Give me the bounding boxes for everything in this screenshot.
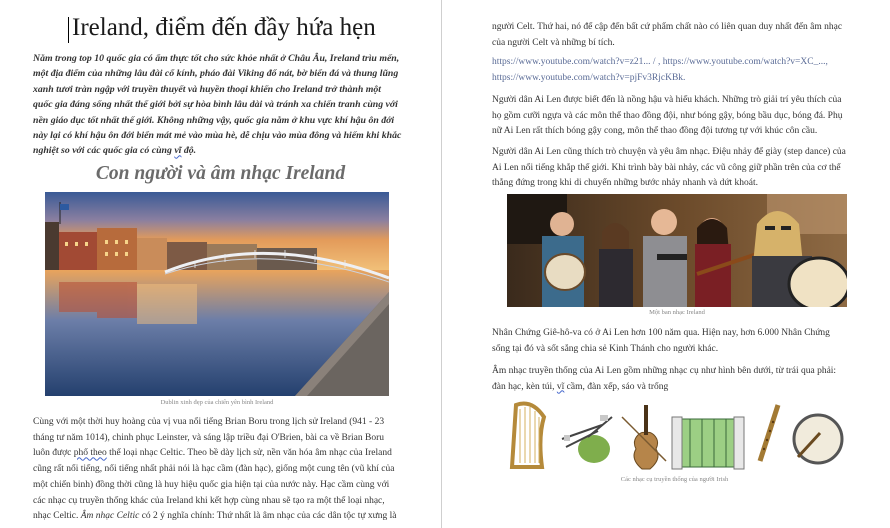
p1-end: có 2 ý nghĩa chính: Thứ nhất là âm nhạc của các dân tộc tự xưng là [139, 511, 397, 522]
p5-text-a: Âm nhạc truyền thống của Ai Len gồm những nhạc cụ như hình bên dưới, từ trái qua phải: đàn hạc, kèn túi, [492, 366, 837, 392]
text-cursor [68, 17, 69, 43]
intro-paragraph[interactable] [33, 51, 403, 159]
band-caption: Một ban nhạc Ireland [649, 309, 705, 316]
instruments-caption: Các nhạc cụ truyền thống của người Irish [620, 476, 729, 483]
bagpipe-icon [562, 415, 612, 463]
dublin-photo[interactable] [45, 192, 389, 396]
paragraph-instruments[interactable] [492, 364, 847, 395]
intro-spell-word: vĩ [174, 145, 182, 157]
flute-icon [760, 405, 778, 461]
p5-spell-word: vĩ [556, 381, 565, 392]
paragraph-hospitality[interactable]: Người dân Ai Len được biết đến là nồng hậu và hiếu khách. Những trò giải trí yêu thích của họ gồm cưỡi ngựa và các môn thể thao đồng đội, như bóng gậy, bóng bầu dục, bóng đá. Phụ nữ Ai Len rất thích bóng gậy cong, môn thể thao đồng đội tương tự với khúc côn cầu. [492, 95, 843, 137]
p1-italic: Âm nhạc Celtic [80, 511, 140, 522]
harp-icon [512, 404, 544, 468]
drum-icon [794, 415, 842, 463]
intro-text: Nằm trong top 10 quốc gia có ẩm thực tốt cho sức khỏe nhất ở Châu Âu, Ireland trìu mến, một địa điểm của những lâu đài cổ kính, pháo đài Viking đổ nát, bờ biển đá và thung lũng xanh tươi tràn ngập với truyền thuyết và huyền thoại khiến cho Ireland trở thành một quốc gia đáng sống nhất thế giới bởi sự hòa bình lâu dài và tránh xa chiến tranh cùng với nền giáo dục tốt nhất thế giới. Không những vậy, quốc gia nằm ở khu vực khí hậu ôn đới này lại có khí hậu ôn đới biển mát mẻ vào mùa hè, dễ chịu vào mùa đông và hiếm khi khắc nghiệt so với các quốc gia có cùng [33, 53, 402, 157]
irish-band-photo[interactable] [507, 194, 847, 307]
left-page [0, 0, 441, 528]
paragraph-continued[interactable]: người Celt. Thứ hai, nó để cập đến bất cứ phẩm chất nào có liên quan duy nhất đến âm nhạc của người Celt và những bí tích. [492, 22, 843, 48]
accordion-icon [672, 417, 744, 469]
paragraph-music-dance[interactable]: Người dân Ai Len cũng thích trò chuyện và yêu âm nhạc. Điệu nhảy để giày (step dance) của Ai Len nổi tiếng khắp thế giới. Khi trình bày bài nhảy, các vũ công giữ phần trên của cơ thể thẳng đứng trong khi di chuyển những bước nhảy nhanh và dứt khoát. [492, 147, 846, 189]
youtube-links[interactable]: https://www.youtube.com/watch?v=z21... / , https://www.youtube.com/watch?v=XC_..., https://www.youtube.com/watch?v=pjFv3RjcKBk. [492, 57, 828, 83]
paragraph-witnesses[interactable]: Nhân Chứng Giê-hô-va có ở Ai Len hơn 100 năm qua. Hiện nay, hơn 6.000 Nhân Chứng sống tại đó và sốt sắng chia sẻ Kinh Thánh cho người khác. [492, 328, 830, 354]
p1-spell-word: phổ theo [73, 448, 107, 459]
p1-rest: thể loại nhạc Celtic. Theo bề dày lịch sử, nền văn hóa âm nhạc của Ireland cũng rất nổi tiếng, nổi tiếng nhất phải nói là hạc cầm (đàn hạc), giống một cung tên (vũ khí của một chiến binh) đồng thời cũng là huy hiệu quốc gia hiện tại của nước này. Hạc cầm cùng với các nhạc cụ truyền thống khác của Ireland khi kết hợp cùng nhau sẽ tạo ra một thể loại nhạc, nhạc Celtic. [33, 448, 395, 522]
p5-text-b: cầm, đàn xếp, sáo và trống [564, 381, 669, 392]
instruments-illustration[interactable] [502, 397, 847, 473]
body-paragraph-1[interactable] [33, 415, 403, 525]
section-heading[interactable]: Con người và âm nhạc Ireland [95, 163, 346, 184]
dublin-caption: Dublin xinh đẹp của chiến yên bình Ireland [160, 399, 274, 406]
document-title[interactable]: Ireland, điểm đến đầy hứa hẹn [72, 14, 376, 41]
violin-icon [622, 405, 666, 469]
intro-tail: độ. [181, 145, 197, 157]
p1-text: Cùng với một thời huy hoàng của vị vua nổi tiếng Brian Boru trong lịch sử Ireland (941 - 23 tháng tư năm 1014), chinh phục Leinster, và sáng lập triều đại O'Brien, bài ca về Brian Boru luôn được [33, 417, 385, 459]
